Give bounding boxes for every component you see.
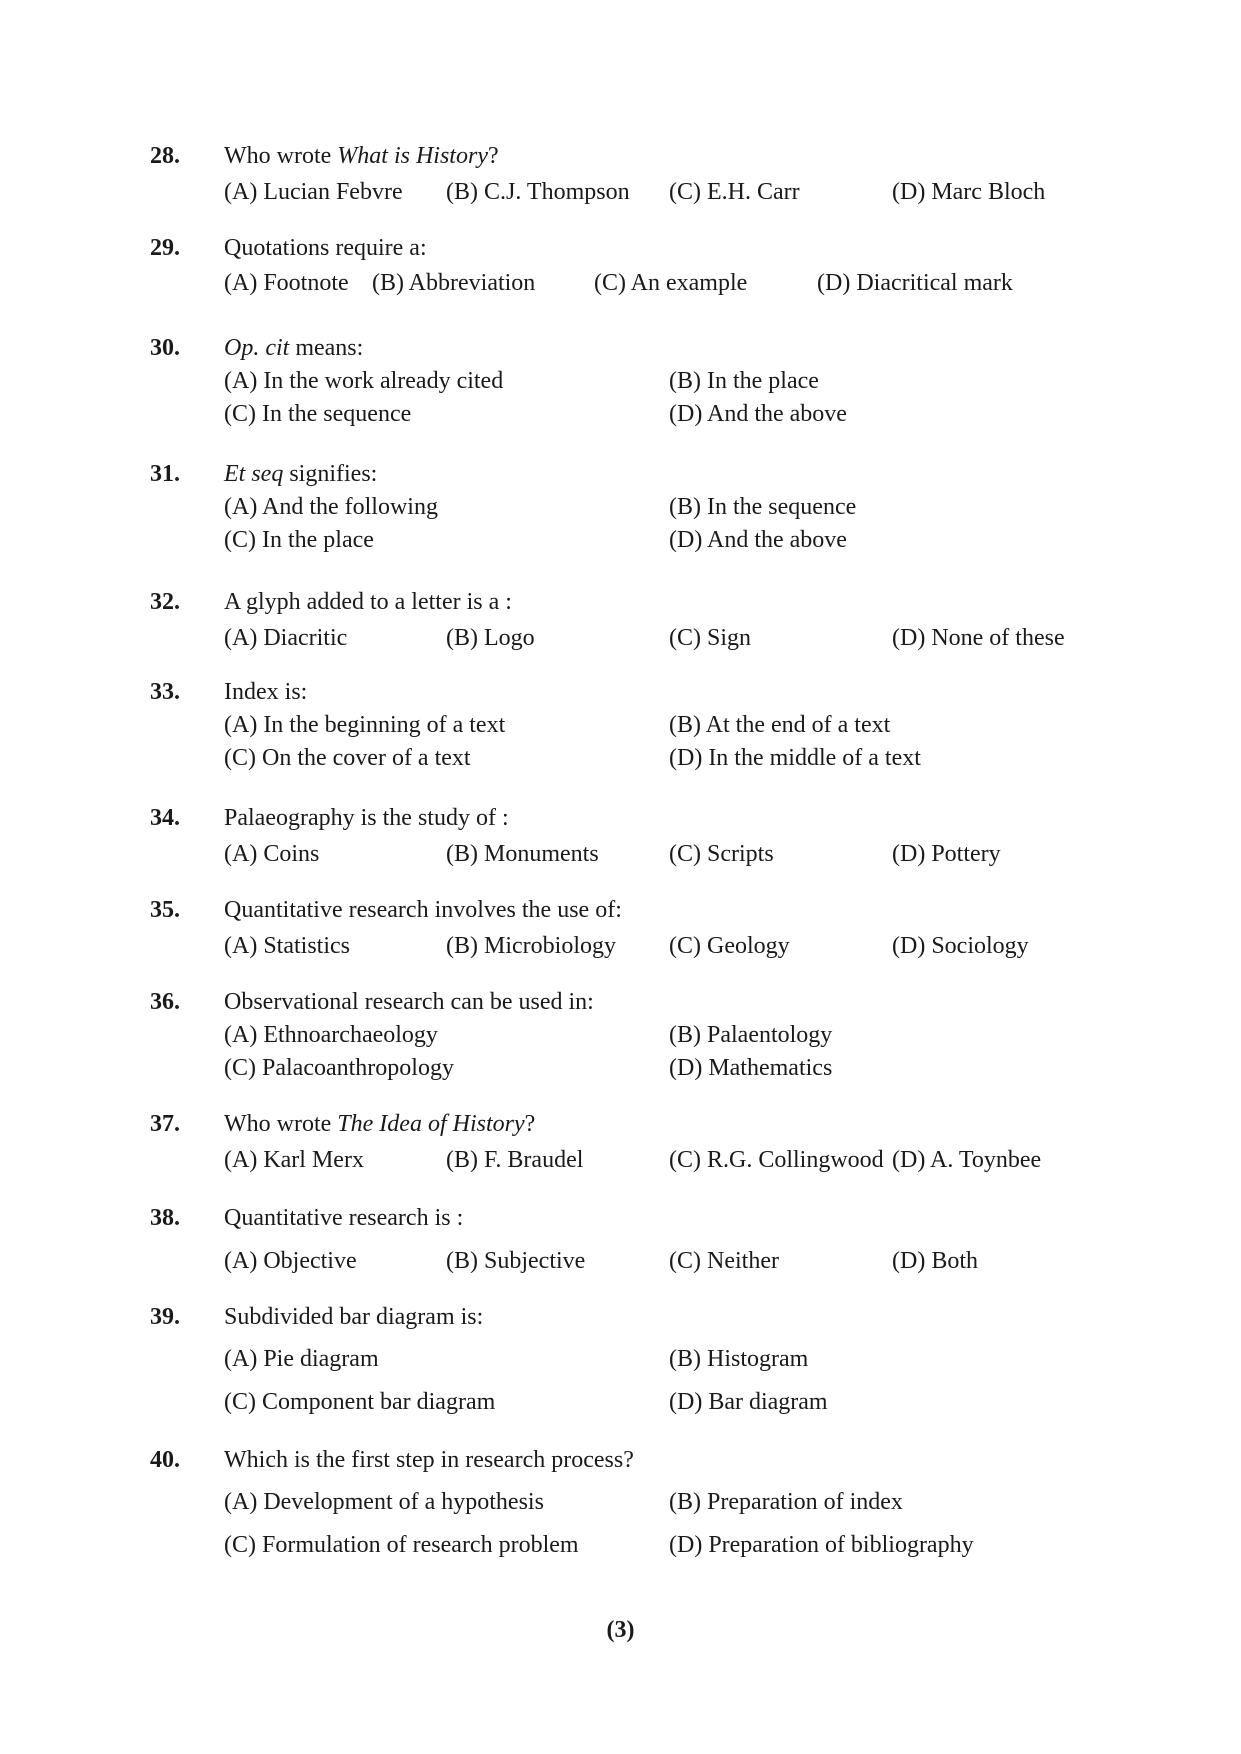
option-a: (A) Objective bbox=[224, 1248, 357, 1274]
option-c: (C) Geology bbox=[669, 933, 790, 959]
stem-text: Index is: bbox=[224, 679, 308, 705]
question-stem bbox=[224, 806, 509, 830]
question-number: 39. bbox=[150, 1304, 180, 1330]
question-stem bbox=[224, 336, 363, 360]
question-stem bbox=[224, 462, 377, 486]
option-d: (D) Both bbox=[892, 1248, 978, 1274]
option-b: (B) Preparation of index bbox=[669, 1489, 903, 1515]
option-a: (A) In the beginning of a text bbox=[224, 712, 506, 738]
question-stem bbox=[224, 680, 307, 704]
option-c: (C) On the cover of a text bbox=[224, 745, 471, 771]
question-stem bbox=[224, 990, 594, 1014]
question-stem bbox=[224, 236, 427, 260]
option-d: (D) And the above bbox=[669, 401, 847, 427]
stem-text: signifies: bbox=[283, 461, 378, 487]
option-d: (D) Marc Bloch bbox=[892, 179, 1046, 205]
option-b: (B) Subjective bbox=[446, 1248, 586, 1274]
question-number: 28. bbox=[150, 143, 180, 169]
option-a: (A) In the work already cited bbox=[224, 368, 504, 394]
option-c: (C) Palacoanthropology bbox=[224, 1055, 454, 1081]
option-b: (B) In the sequence bbox=[669, 494, 857, 520]
option-b: (B) Histogram bbox=[669, 1346, 809, 1372]
option-a: (A) Lucian Febvre bbox=[224, 179, 403, 205]
stem-text: Which is the first step in research process? bbox=[224, 1447, 634, 1473]
question-number: 29. bbox=[150, 235, 180, 261]
stem-italic-title: The Idea of History bbox=[337, 1111, 525, 1137]
stem-text: Observational research can be used in: bbox=[224, 989, 594, 1015]
option-c: (C) Sign bbox=[669, 625, 752, 651]
question-number: 36. bbox=[150, 989, 180, 1015]
question-stem bbox=[224, 1206, 463, 1230]
option-a: (A) Pie diagram bbox=[224, 1346, 379, 1372]
option-c: (C) E.H. Carr bbox=[669, 179, 800, 205]
option-c: (C) An example bbox=[594, 270, 748, 296]
question-number: 32. bbox=[150, 589, 180, 615]
stem-text: Palaeography is the study of : bbox=[224, 805, 509, 831]
option-c: (C) Formulation of research problem bbox=[224, 1532, 579, 1558]
question-number: 31. bbox=[150, 461, 180, 487]
stem-text: Subdivided bar diagram is: bbox=[224, 1304, 484, 1330]
option-b: (B) Palaentology bbox=[669, 1022, 833, 1048]
question-number: 40. bbox=[150, 1447, 180, 1473]
option-b: (B) In the place bbox=[669, 368, 819, 394]
stem-text: Quotations require a: bbox=[224, 235, 427, 261]
stem-text: ? bbox=[524, 1111, 536, 1137]
stem-text: Quantitative research involves the use of: bbox=[224, 897, 622, 923]
option-a: (A) Statistics bbox=[224, 933, 350, 959]
stem-italic-title: Op. cit bbox=[224, 335, 290, 361]
option-d: (D) A. Toynbee bbox=[892, 1147, 1042, 1173]
question-number: 30. bbox=[150, 335, 180, 361]
option-a: (A) Footnote bbox=[224, 270, 349, 296]
option-b: (B) Monuments bbox=[446, 841, 599, 867]
option-d: (D) Diacritical mark bbox=[817, 270, 1013, 296]
question-number: 38. bbox=[150, 1205, 180, 1231]
option-a: (A) And the following bbox=[224, 494, 438, 520]
option-c: (C) Scripts bbox=[669, 841, 774, 867]
option-c: (C) R.G. Collingwood bbox=[669, 1147, 884, 1173]
stem-text: A glyph added to a letter is a : bbox=[224, 589, 512, 615]
option-d: (D) None of these bbox=[892, 625, 1065, 651]
option-c: (C) Component bar diagram bbox=[224, 1389, 496, 1415]
question-stem bbox=[224, 590, 512, 614]
option-b: (B) Logo bbox=[446, 625, 535, 651]
option-b: (B) Microbiology bbox=[446, 933, 616, 959]
option-b: (B) C.J. Thompson bbox=[446, 179, 630, 205]
question-stem bbox=[224, 898, 622, 922]
stem-text: Who wrote bbox=[224, 143, 338, 169]
option-a: (A) Karl Merx bbox=[224, 1147, 364, 1173]
stem-text: means: bbox=[289, 335, 364, 361]
option-a: (A) Coins bbox=[224, 841, 320, 867]
stem-italic-title: What is History bbox=[337, 143, 488, 169]
option-d: (D) Pottery bbox=[892, 841, 1001, 867]
stem-text: Quantitative research is : bbox=[224, 1205, 464, 1231]
option-d: (D) Mathematics bbox=[669, 1055, 833, 1081]
option-c: (C) Neither bbox=[669, 1248, 779, 1274]
option-b: (B) Abbreviation bbox=[372, 270, 536, 296]
question-stem bbox=[224, 1448, 634, 1472]
option-a: (A) Diacritic bbox=[224, 625, 348, 651]
question-stem bbox=[224, 1305, 483, 1329]
option-a: (A) Development of a hypothesis bbox=[224, 1489, 544, 1515]
option-b: (B) At the end of a text bbox=[669, 712, 891, 738]
stem-italic-title: Et seq bbox=[224, 461, 284, 487]
question-number: 34. bbox=[150, 805, 180, 831]
stem-text: Who wrote bbox=[224, 1111, 338, 1137]
option-c: (C) In the place bbox=[224, 527, 374, 553]
option-a: (A) Ethnoarchaeology bbox=[224, 1022, 438, 1048]
question-stem bbox=[224, 1112, 535, 1136]
question-stem bbox=[224, 144, 499, 168]
option-d: (D) Bar diagram bbox=[669, 1389, 828, 1415]
option-d: (D) Sociology bbox=[892, 933, 1029, 959]
page-number: (3) bbox=[606, 1617, 635, 1643]
option-d: (D) And the above bbox=[669, 527, 847, 553]
question-number: 33. bbox=[150, 679, 180, 705]
option-c: (C) In the sequence bbox=[224, 401, 412, 427]
option-d: (D) Preparation of bibliography bbox=[669, 1532, 974, 1558]
option-b: (B) F. Braudel bbox=[446, 1147, 584, 1173]
question-number: 35. bbox=[150, 897, 180, 923]
stem-text: ? bbox=[487, 143, 499, 169]
question-number: 37. bbox=[150, 1111, 180, 1137]
option-d: (D) In the middle of a text bbox=[669, 745, 921, 771]
